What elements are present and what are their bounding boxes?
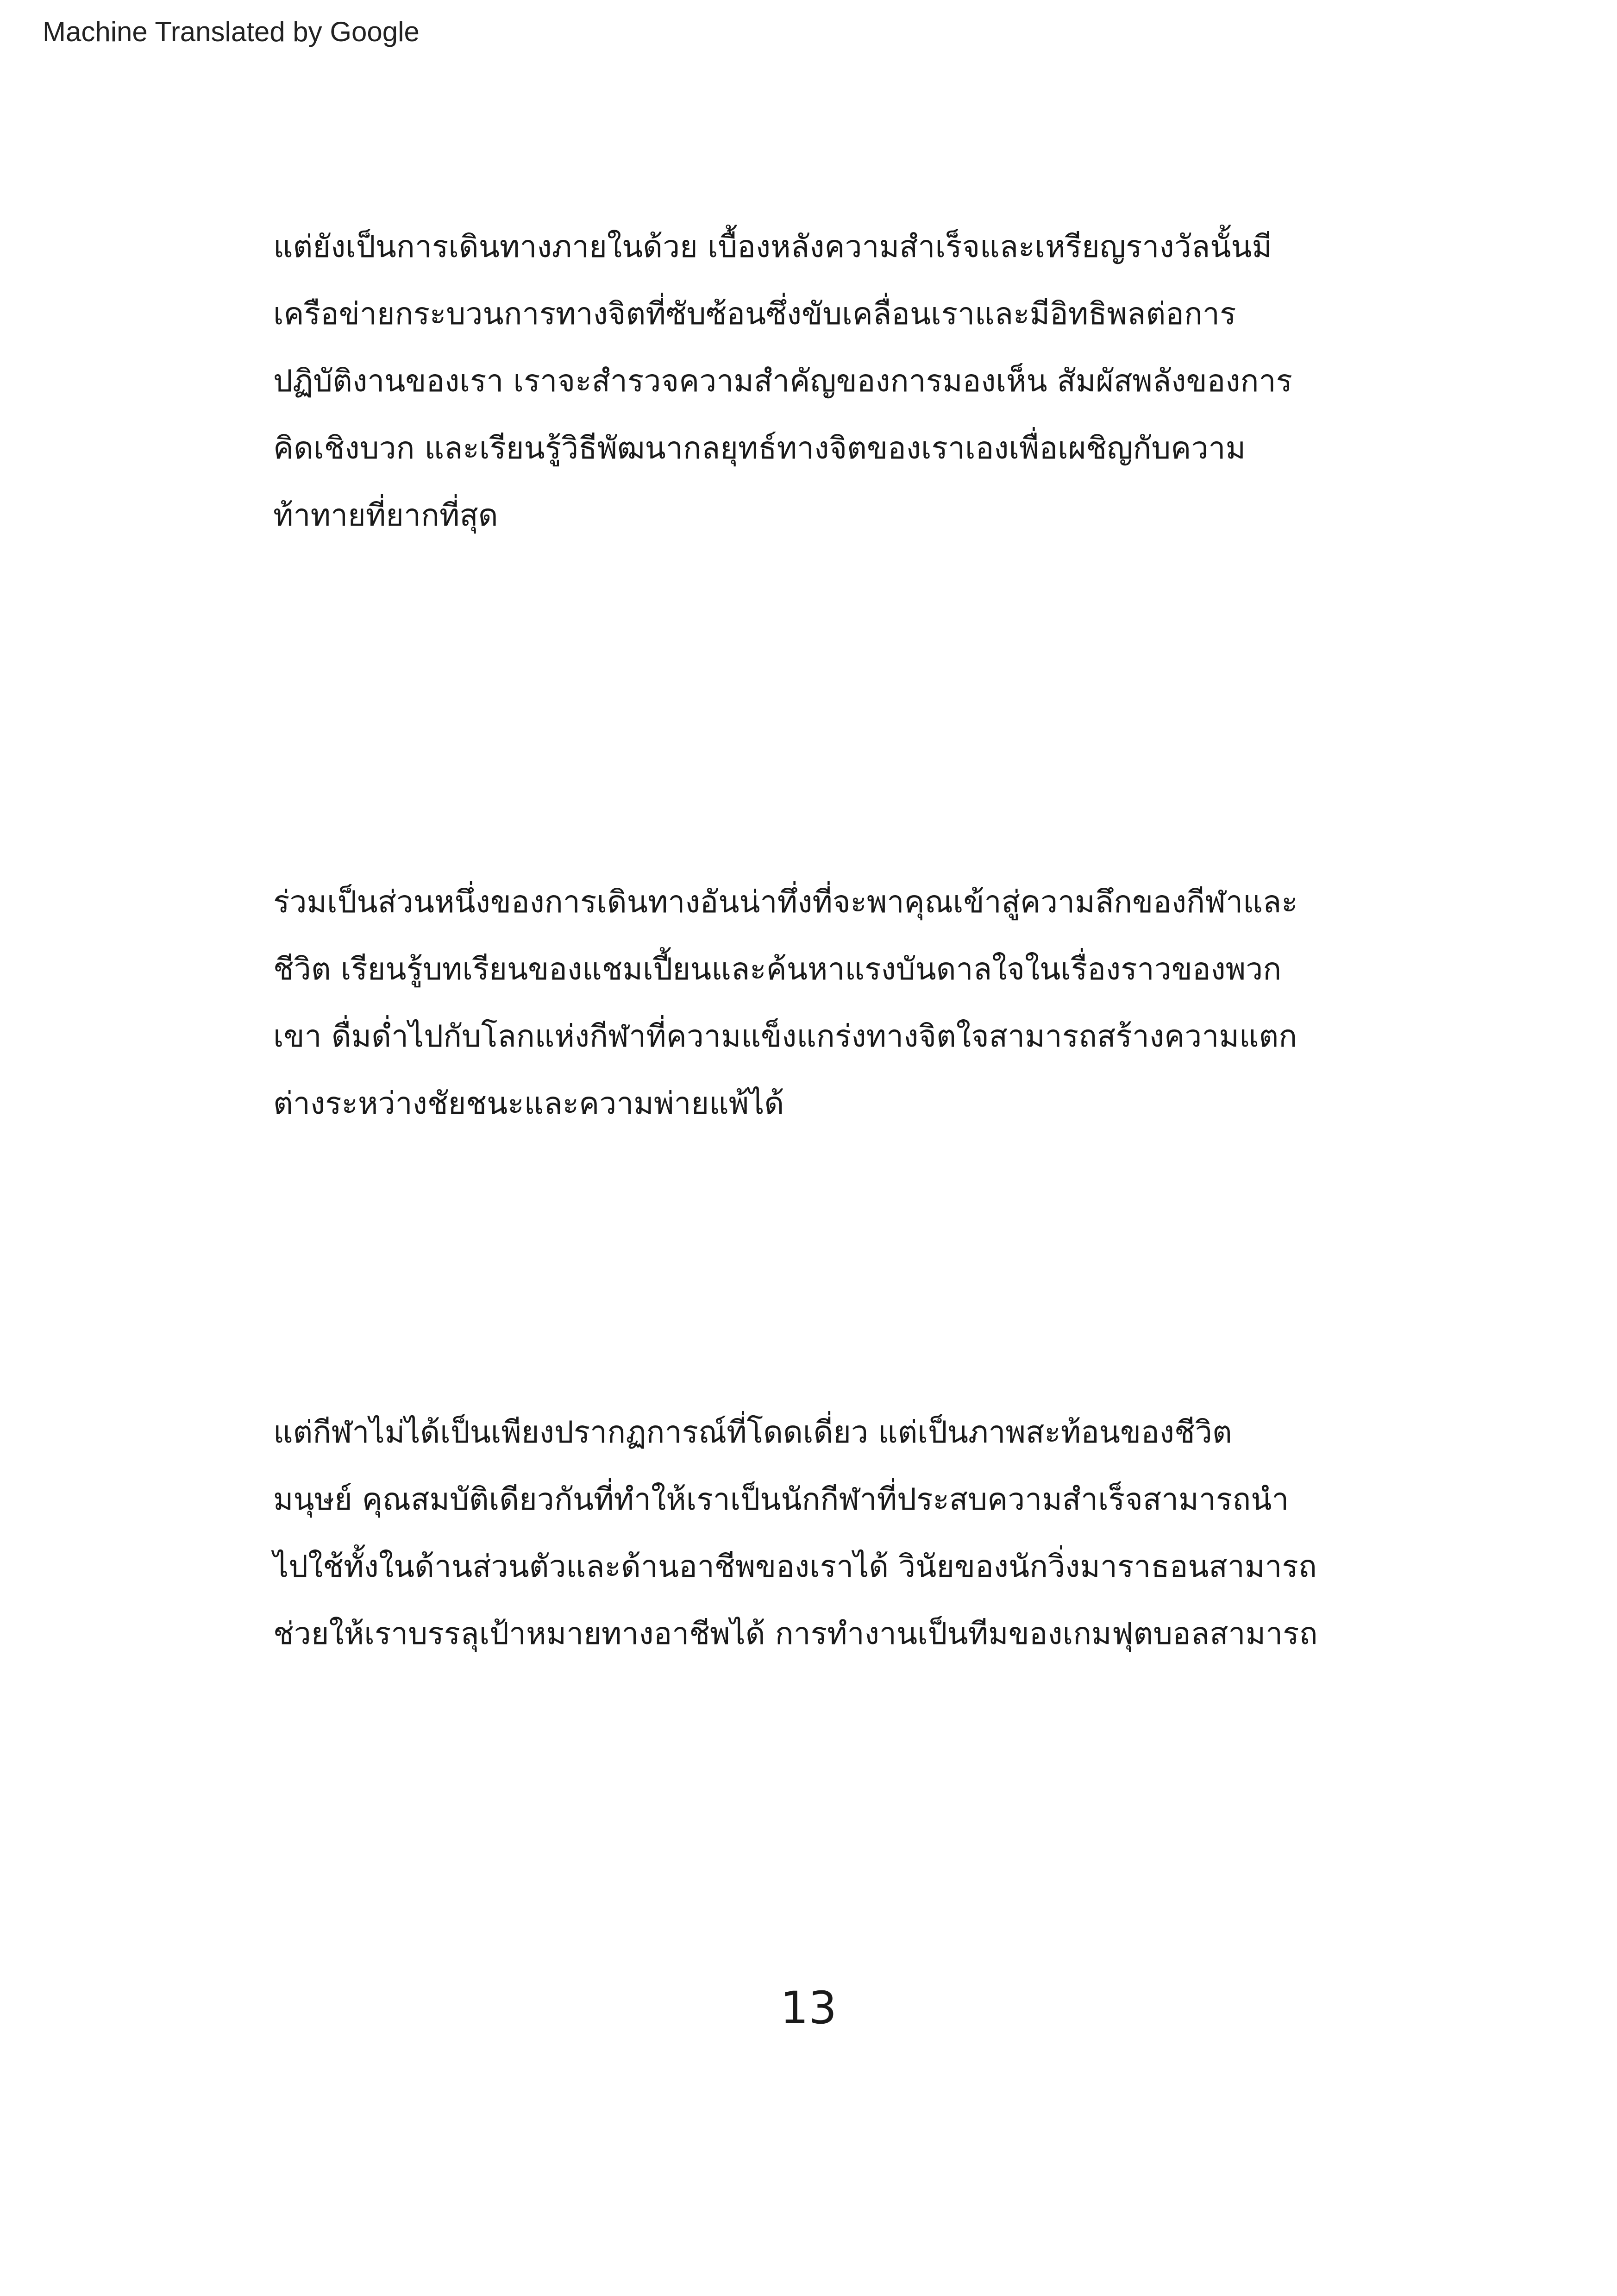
paragraph-inner-journey	[273, 213, 1385, 549]
paragraph-line: ปฏิบัติงานของเรา เราจะสำรวจความสำคัญของการมองเห็น สัมผัสพลังของการ	[273, 363, 1292, 399]
paragraph-sport-and-life	[273, 1399, 1385, 1667]
page-number: 13	[780, 1982, 837, 2034]
paragraph-line: มนุษย์ คุณสมบัติเดียวกันที่ทำให้เราเป็นนักกีฬาที่ประสบความสำเร็จสามารถนำ	[273, 1481, 1289, 1517]
paragraph-line: แต่กีฬาไม่ได้เป็นเพียงปรากฏการณ์ที่โดดเดี่ยว แต่เป็นภาพสะท้อนของชีวิต	[273, 1414, 1232, 1450]
paragraph-line: ท้าทายที่ยากที่สุด	[273, 497, 498, 533]
paragraph-line: เขา ดื่มด่ำไปกับโลกแห่งกีฬาที่ความแข็งแกร่งทางจิตใจสามารถสร้างความแตก	[273, 1018, 1297, 1054]
paragraph-line: เครือข่ายกระบวนการทางจิตที่ซับซ้อนซึ่งขับเคลื่อนเราและมีอิทธิพลต่อการ	[273, 296, 1236, 332]
paragraph-line: ต่างระหว่างชัยชนะและความพ่ายแพ้ได้	[273, 1085, 784, 1121]
machine-translated-label: Machine Translated by Google	[43, 16, 420, 47]
paragraph-line: ร่วมเป็นส่วนหนึ่งของการเดินทางอันน่าทึ่งที่จะพาคุณเข้าสู่ความลึกของกีฬาและ	[273, 884, 1298, 920]
paragraph-line: แต่ยังเป็นการเดินทางภายในด้วย เบื้องหลังความสำเร็จและเหรียญรางวัลนั้นมี	[273, 229, 1272, 264]
paragraph-line: ไปใช้ทั้งในด้านส่วนตัวและด้านอาชีพของเราได้ วินัยของนักวิ่งมาราธอนสามารถ	[273, 1549, 1317, 1584]
paragraph-join-journey	[273, 868, 1385, 1137]
paragraph-line: ชีวิต เรียนรู้บทเรียนของแชมเปี้ยนและค้นหาแรงบันดาลใจในเรื่องราวของพวก	[273, 951, 1282, 987]
paragraph-line: ช่วยให้เราบรรลุเป้าหมายทางอาชีพได้ การทำงานเป็นทีมของเกมฟุตบอลสามารถ	[273, 1616, 1318, 1651]
paragraph-line: คิดเชิงบวก และเรียนรู้วิธีพัฒนากลยุทธ์ทางจิตของเราเองเพื่อเผชิญกับความ	[273, 430, 1246, 466]
